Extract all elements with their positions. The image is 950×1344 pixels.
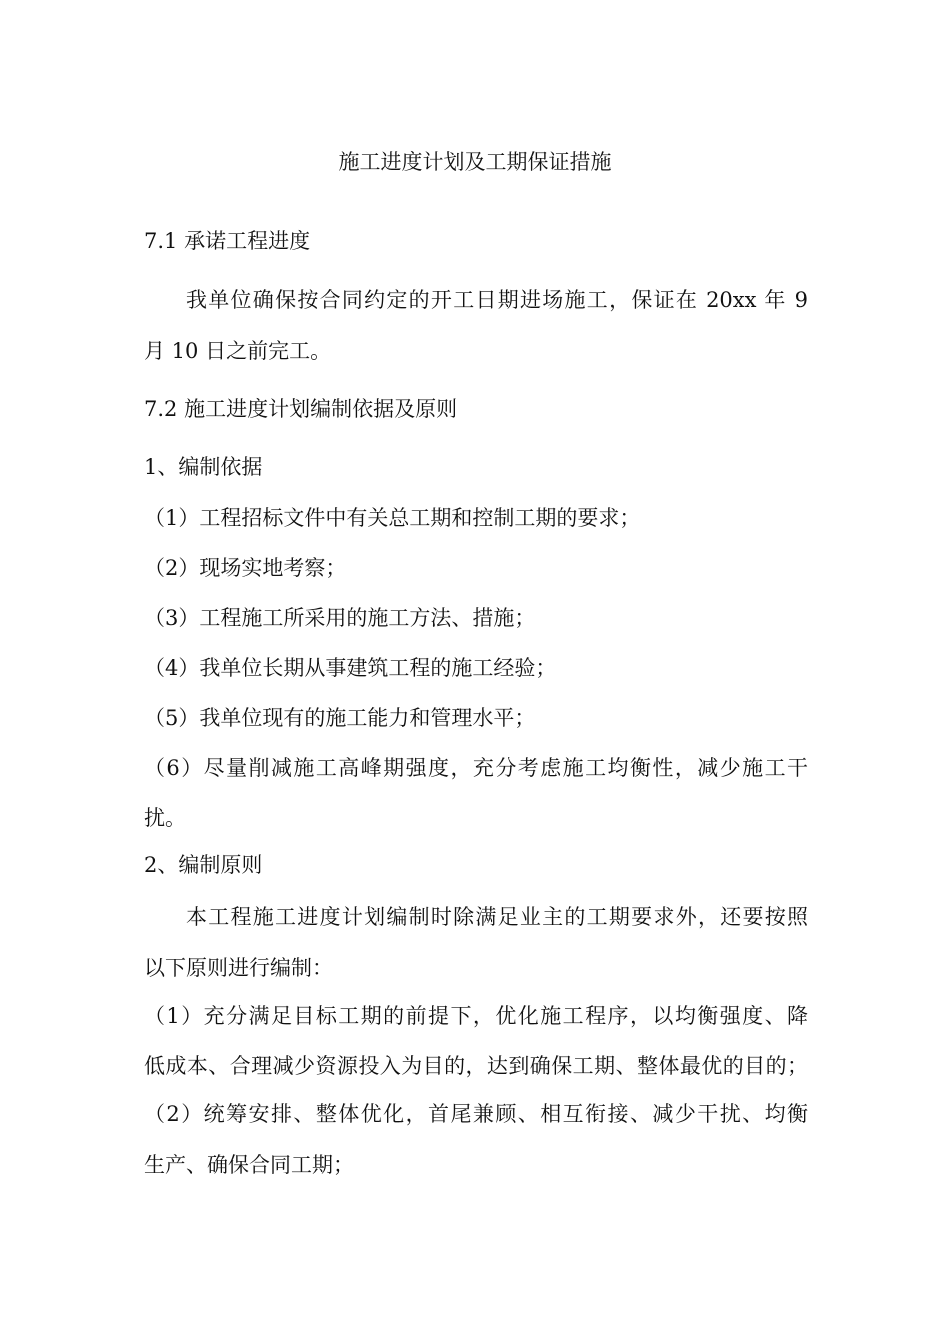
basis-item-6-line-1: （6）尽量削减施工高峰期强度，充分考虑施工均衡性，减少施工干 xyxy=(144,756,808,780)
basis-item-3: （3）工程施工所采用的施工方法、措施； xyxy=(144,606,536,630)
section-7-1-paragraph-line-2: 月 10 日之前完工。 xyxy=(144,339,332,363)
basis-item-2: （2）现场实地考察； xyxy=(144,556,347,580)
section-7-1-paragraph-line-1: 我单位确保按合同约定的开工日期进场施工，保证在 20xx 年 9 xyxy=(186,288,808,312)
basis-item-6-line-2: 扰。 xyxy=(144,806,186,830)
principles-item-1-line-1: （1）充分满足目标工期的前提下，优化施工程序，以均衡强度、降 xyxy=(144,1004,808,1028)
basis-item-4: （4）我单位长期从事建筑工程的施工经验； xyxy=(144,656,557,680)
document-title: 施工进度计划及工期保证措施 xyxy=(338,150,612,174)
principles-item-2-line-2: 生产、确保合同工期； xyxy=(144,1153,354,1177)
principles-item-2-line-1: （2）统筹安排、整体优化，首尾兼顾、相互衔接、减少干扰、均衡 xyxy=(144,1102,808,1126)
principles-item-1-line-2: 低成本、合理减少资源投入为目的，达到确保工期、整体最优的目的； xyxy=(144,1054,808,1078)
basis-item-5: （5）我单位现有的施工能力和管理水平； xyxy=(144,706,536,730)
basis-item-1: （1）工程招标文件中有关总工期和控制工期的要求； xyxy=(144,506,641,530)
principles-intro-line-2: 以下原则进行编制： xyxy=(144,956,333,980)
section-7-1-heading: 7.1 承诺工程进度 xyxy=(144,229,311,253)
principles-intro-line-1: 本工程施工进度计划编制时除满足业主的工期要求外，还要按照 xyxy=(186,905,808,929)
basis-heading: 1、编制依据 xyxy=(144,455,263,479)
section-7-2-heading: 7.2 施工进度计划编制依据及原则 xyxy=(144,397,458,421)
principles-heading: 2、编制原则 xyxy=(144,853,263,877)
